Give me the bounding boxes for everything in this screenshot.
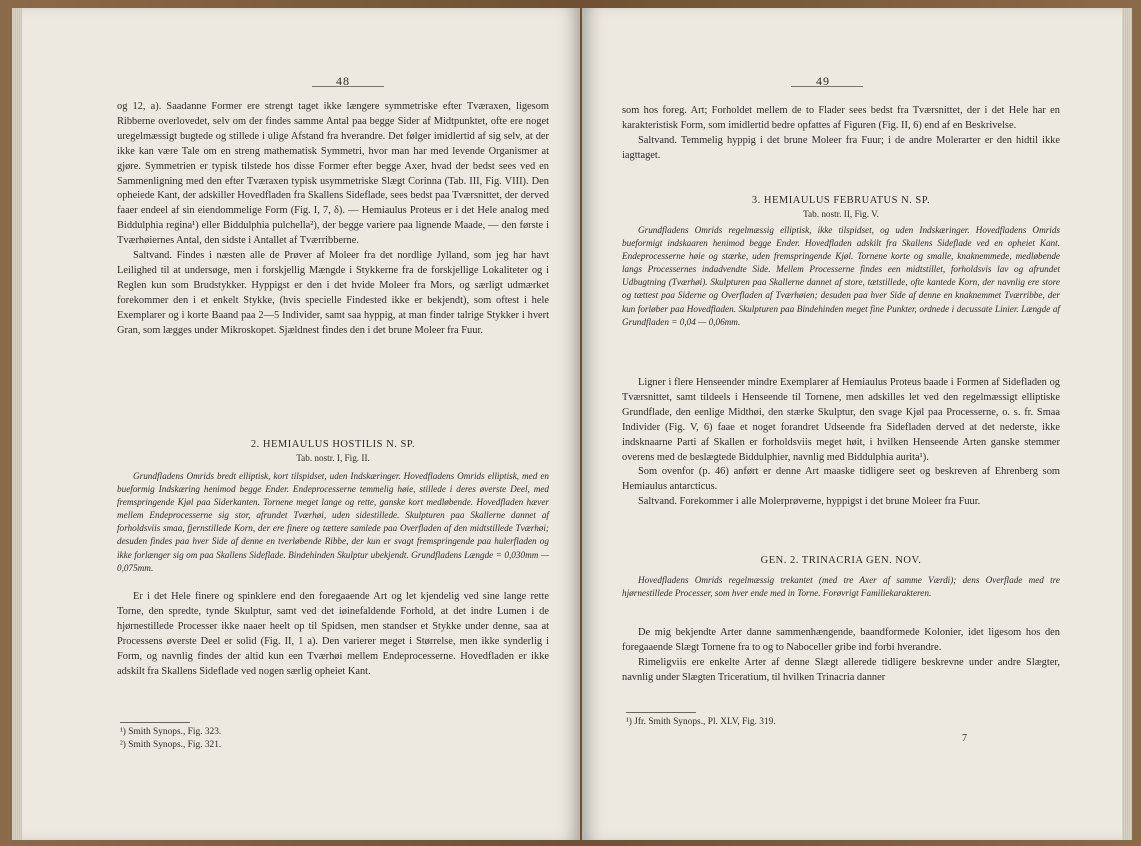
page-number: 48	[336, 74, 350, 88]
footnote-rule	[626, 712, 696, 713]
plate-reference: Tab. nostr. II, Fig. V.	[803, 209, 879, 219]
left-page-edges	[12, 8, 22, 840]
footnote: ¹) Jfr. Smith Synops., Pl. XLV, Fig. 319.	[626, 717, 776, 727]
species-diagnosis	[622, 224, 1060, 329]
species-diagnosis	[117, 470, 549, 575]
footnote-rule	[120, 722, 190, 723]
plate-reference: Tab. nostr. I, Fig. II.	[296, 453, 370, 463]
paragraph: Saltvand. Findes i næsten alle de Prøver af Moleer fra det nordlige Jylland, som jeg har havt Leilighed til at undersøge, men i forskjellig Mængde i Stykkerne fra de forskjellige Lokaliteter og i Reglen kun som Brudstykker. Hyppigst er den i det hvide Moleer fra Mors, og særligt udmærket forekommer den i et enkelt Stykke, (hvis specielle Findested ikke er bekjendt), som oftest i hele Exemplarer og i korte Baand paa 2—5 Individer, samt saa hyppig, at man finder talrige Stykker i hvert Gran, som lægges under Mikroskopet. Sjældnest findes den i det brune Moleer fra Fuur.	[117, 250, 549, 336]
right-body-block2	[622, 376, 1060, 510]
genus-heading: GEN. 2. TRINACRIA GEN. NOV.	[760, 555, 922, 566]
left-page	[22, 8, 580, 840]
paragraph: Grundfladens Omrids regelmæssig elliptisk, ikke tilspidset, og uden Indskæringer. Hovedfladens Omrids bueformigt indskaaren henimod begge Ender. Hovedfladen adskilt fra Skallens Sideflade ved en opheiet Kant. Endeprocesserne høie og stærke, uden fremspringende Kjøl. Tornene korte og smalle, knaknemmede, medløbende langs Processernes indadvendte Side. Mellem Processerne findes een midtstillet, forholdsvis lav og afrundet Udbugtning (Tværhøi). Skulpturen paa Skallerne dannet af store, tætstillede, ofte kantede Korn, der navnlig ere store og tættest paa Siderne og Overfladen af Tværhøien; desuden paa hver Side af denne en knaknemmet Tværribbe, der kun forløber paa Hovedfladen. Skulpturen paa Bindehinden meget fine Punkter, ordnede i decussate Linier. Længde af Grundfladen = 0,04 — 0,06mm.	[622, 225, 1060, 327]
paragraph: Saltvand. Temmelig hyppig i det brune Moleer fra Fuur; i de andre Molerarter er den hidtil ikke iagttaget.	[622, 134, 1060, 161]
right-page-edges	[1122, 8, 1132, 840]
right-page	[582, 8, 1122, 840]
left-body-block2	[117, 590, 549, 679]
page-number: 49	[816, 74, 830, 88]
footnote: ²) Smith Synops., Fig. 321.	[120, 740, 222, 750]
paragraph: Rimeligviis ere enkelte Arter af denne Slægt allerede tidligere beskrevne under andre Slægter, navnlig under Slægten Triceratium, til hvilken Trinacria danner	[622, 656, 1060, 683]
footnote: ¹) Smith Synops., Fig. 323.	[120, 727, 222, 737]
paragraph: Hovedfladens Omrids regelmæssig trekantet (med tre Axer af samme Værdi); dens Overflade med tre hjørnestillede Processer, som hver ende med in Torne. Forøvrigt Familiekarakteren.	[622, 575, 1060, 599]
right-body-block1	[622, 104, 1060, 164]
species-heading: 2. HEMIAULUS HOSTILIS N. SP.	[250, 439, 416, 450]
paragraph: Saltvand. Forekommer i alle Molerprøverne, hyppigst i det brune Moleer fra Fuur.	[638, 496, 981, 508]
paragraph: og 12, a). Saadanne Former ere strengt taget ikke længere symmetriske efter Tværaxen, ligesom Ribberne overlovedet, selv om der findes samme Antal paa begge Sider af Midtpunktet, ofte ere noget uregelmæssigt bugtede og stillede i ulige Afstand fra hverandre. Det følger imidlertid af sig selv, at der ikke kan være Tale om en streng mathematisk Symmetri, hvor man har med levende Organismer at gjøre. Symmetrien er typisk tilstede hos disse Former efter begge Axer, hvad der bedst sees ved en Sammenligning med den efter Tværaxen typisk usymmetriske Slægt Corinna (Tab. III, Fig. VIII). Den opheiede Kant, der adskiller Hovedfladen fra Skallens Sideflade, sees bedst paa Tværsnittet, der derved faaer endeel af sin eiendommelige Form (Fig. I, 7, δ). — Hemiaulus Proteus er i det Hele analog med Biddulphia regina¹) eller Biddulphia pulchella²), der begge variere paa lignende Maade, — den første i Tværhøiernes Antal, den sidste i Antallet af Tværribberne.	[117, 101, 549, 247]
right-body-block3	[622, 626, 1060, 686]
paragraph: Som ovenfor (p. 46) anført er denne Art maaske tidligere seet og beskreven af Ehrenberg som Hemiaulus antarcticus.	[622, 466, 1060, 493]
paragraph: Ligner i flere Henseender mindre Exemplarer af Hemiaulus Proteus baade i Formen af Sidefladen og Tværsnittet, samt tildeels i Henseende til Tornene, men adskilles let ved den regelmæssigt elliptiske Grundflade, den eenlige Midthøi, den stærke Skulptur, den svage Kjøl paa Processerne, o. s. fr. Smaa Individer (Fig. V, 6) faae et noget forandret Udseende fra Sidefladen derved at det nederste, ikke indsknaarne Parti af Skallen er forholdsviis meget høit, i hvilken Henseende Arten ganske stemmer overens med de beslægtede Biddulphier, navnlig med Biddulphia aurita¹).	[622, 377, 1060, 463]
paragraph: som hos foreg. Art; Forholdet mellem de to Flader sees bedst fra Tværsnittet, der i det Hele har en karakteristisk Form, som imidlertid bedre opfattes af Figuren (Fig. II, 6) end af en Beskrivelse.	[622, 105, 1060, 131]
signature-mark: 7	[962, 733, 967, 744]
paragraph: Er i det Hele finere og spinklere end den foregaaende Art og let kjendelig ved sine lange rette Torne, den spredte, tynde Skulptur, samt ved det iøinefaldende Forhold, at det indre Lumen i de hjørnestillede Processer ikke naaer heelt op til Spidsen, men standser et Stykke under denne, saa at Processens øverste Deel er solid (Fig. II, 1 a). Den varierer meget i Størrelse, men ikke synderlig i Form, og navnlig findes der altid kun een Tværhøi mellem Endeprocesserne. Hovedfladen er ikke adskilt fra Skallens Sideflade ved nogen særlig opheiet Kant.	[117, 591, 549, 677]
paragraph: De mig bekjendte Arter danne sammenhængende, baandformede Kolonier, idet ligesom hos den foregaaende Slægt Tornene fra to og to Naboceller gribe ind forbi hverandre.	[622, 627, 1060, 653]
paragraph: Grundfladens Omrids bredt elliptisk, kort tilspidset, uden Indskæringer. Hovedfladens Omrids elliptisk, med en bueformig Indskæring henimod begge Ender. Endeprocesserne temmelig høie, stillede i deres øverste Deel, med fremspringende Kjøl paa Siderkanten. Tornene meget lange og rette, ganske kort medløbende. Hovedfladen hæver mellem Endeprocesserne sig stor, afrundet Tværhøi, uden sidestillede. Skulpturen paa Skallerne dannet af forholdsviis smaa, fjernstillede Korn, der ere finere og tættere samlede paa Overfladen af den midtstillede Tværhøi; desuden findes paa hver Side af denne en tverløbende Ribbe, der kun er svagt fremspringende paa hulerfladen og ikke forlænger sig om paa Skallens Sideflade. Bindehinden Skulptur ubekjendt. Grundfladens Længde = 0,030mm — 0,075mm.	[117, 471, 549, 573]
genus-diagnosis	[622, 574, 1060, 600]
left-body-block1	[117, 100, 549, 339]
species-heading: 3. HEMIAULUS FEBRUATUS N. SP.	[751, 195, 931, 206]
